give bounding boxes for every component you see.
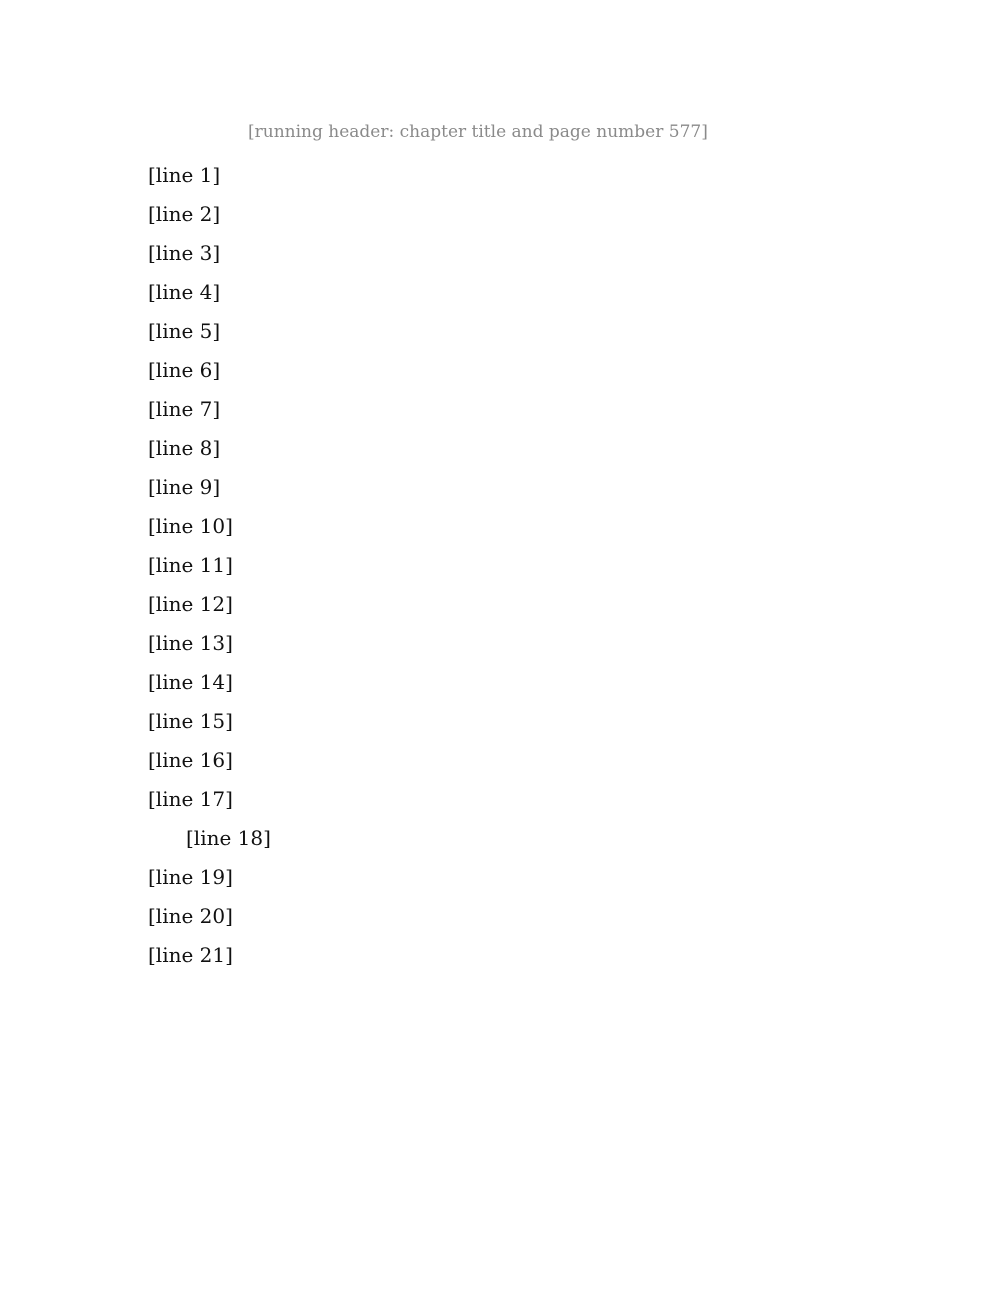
text-line: [line 8] (148, 436, 221, 460)
text-line: [line 15] (148, 709, 233, 733)
text-line: [line 6] (148, 358, 221, 382)
text-line: [line 3] (148, 241, 221, 265)
text-line: [line 9] (148, 475, 221, 499)
text-line: [line 19] (148, 865, 233, 889)
text-line: [line 18] (186, 826, 271, 850)
text-line: [line 17] (148, 787, 233, 811)
text-line: [line 4] (148, 280, 221, 304)
text-line: [line 14] (148, 670, 233, 694)
text-line: [line 10] (148, 514, 233, 538)
text-line: [line 20] (148, 904, 233, 928)
body-text (148, 156, 668, 975)
text-line: [line 2] (148, 202, 221, 226)
text-line: [line 5] (148, 319, 221, 343)
text-line: [line 11] (148, 553, 233, 577)
text-line: [line 21] (148, 943, 233, 967)
running-header: [running header: chapter title and page number 577] (248, 122, 708, 142)
text-line: [line 12] (148, 592, 233, 616)
text-line: [line 1] (148, 163, 221, 187)
paragraph (148, 156, 668, 819)
text-line: [line 16] (148, 748, 233, 772)
paragraph (148, 819, 668, 975)
text-line: [line 7] (148, 397, 221, 421)
text-line: [line 13] (148, 631, 233, 655)
